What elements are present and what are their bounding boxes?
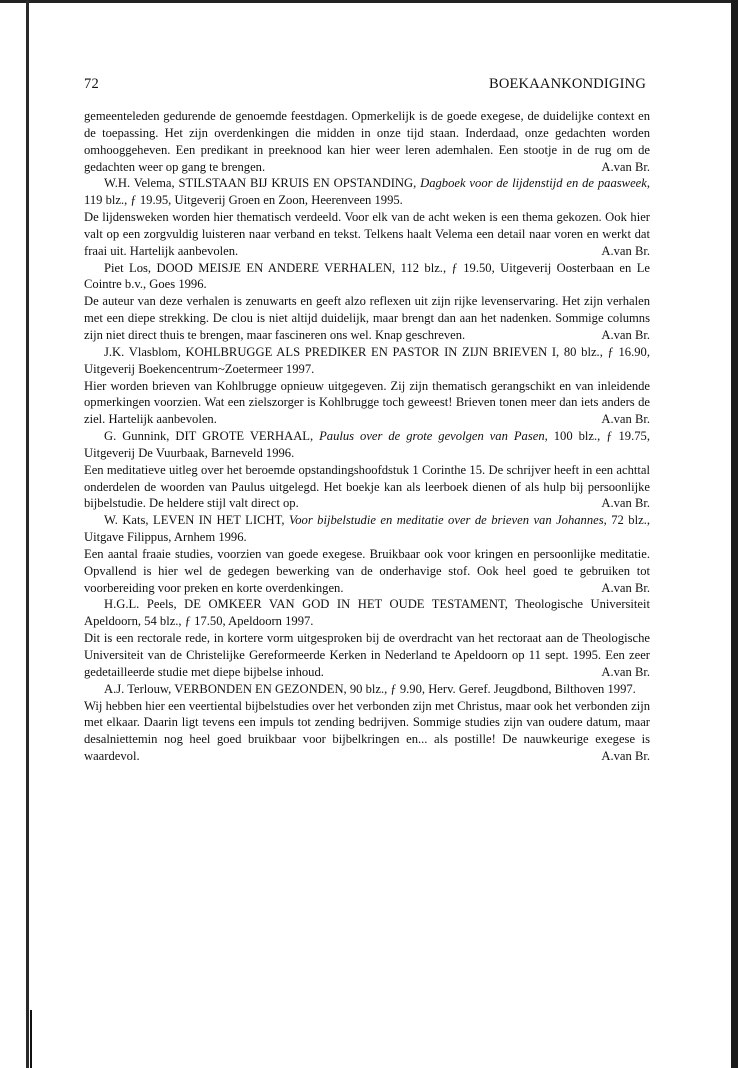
section-title: BOEKAANKONDIGING — [488, 76, 646, 92]
article-body — [84, 108, 650, 765]
reviewer-signature: A.van Br. — [601, 327, 650, 342]
book-entry: A.J. Terlouw, VERBONDEN EN GEZONDEN, 90 blz., ƒ 9.90, Herv. Geref. Jeugdbond, Bilthoven 1997. — [104, 681, 636, 696]
review-text: De lijdensweken worden hier thematisch verdeeld. Voor elk van de acht weken is een thema gekozen. Ook hier valt op een zorgvuldig luisteren naar verband en tekst. Telkens haalt Velema een detail naar voren en werkt dat fraai uit. Hartelijk aanbevolen. A.van Br. — [84, 210, 650, 258]
reviewer-signature: A.van Br. — [601, 412, 650, 427]
running-header — [84, 76, 650, 94]
book-entry: H.G.L. Peels, DE OMKEER VAN GOD IN HET OUDE TESTAMENT, Theologische Universiteit Apeldoorn, 54 blz., ƒ 17.50, Apeldoorn 1997. — [84, 597, 650, 629]
book-entry: W. Kats, LEVEN IN HET LICHT, Voor bijbelstudie en meditatie over de brieven van Johannes, 72 blz., Uitgave Filippus, Arnhem 1996. — [84, 513, 650, 545]
review-text: Hier worden brieven van Kohlbrugge opnieuw uitgegeven. Zij zijn thematisch gerangschikt en van inleidende opmerkingen voorzien. Wat een zielszorger is Kohlbrugge toch geweest! Brieven tonen meer dan iets anders de ziel. Hartelijk aanbevolen. A.van Br. — [84, 378, 650, 427]
review-text: Een aantal fraaie studies, voorzien van goede exegese. Bruikbaar ook voor kringen en persoonlijke meditatie. Opvallend is hier wel de gedegen bewerking van de onderhavige stof. Ook heel goed te gebruiken tot voorbereiding voor preken en korte overdenkingen. A.van Br. — [84, 546, 650, 595]
book-subtitle: Paulus over de grote gevolgen van Pasen — [319, 429, 545, 444]
book-subtitle: Voor bijbelstudie en meditatie over de brieven van Johannes — [288, 513, 604, 528]
reviewer-signature: A.van Br. — [601, 749, 650, 764]
scan-edge-left — [26, 0, 29, 1068]
review-text: Wij hebben hier een veertiental bijbelstudies over het verbonden zijn met Christus, maar ook het verbonden zijn met elkaar. Daarin ligt tevens een impuls tot zending bedrijven. Sommige studies zijn van oudere datum, maar desalniettemin nog heel goed bruikbaar voor bijbelkringen en... als postille! De nauwkeurige exegese is waardevol. A.van Br. — [84, 698, 650, 764]
review-text: Een meditatieve uitleg over het beroemde opstandingshoofdstuk 1 Corinthe 15. De schrijver heeft in een achttal onderdelen de woorden van Paulus uitgelegd. Het boekje kan als leerboek dienen of als hulp bij persoonlijke bijbelstudie. De heldere stijl valt direct op. A.van Br. — [84, 462, 650, 511]
book-subtitle: Dagboek voor de lijdenstijd en de paasweek — [420, 176, 647, 191]
scan-edge-top — [0, 0, 738, 3]
reviewer-signature: A.van Br. — [601, 243, 650, 258]
reviewer-signature: A.van Br. — [601, 664, 650, 679]
reviewer-signature: A.van Br. — [601, 496, 650, 511]
review-text: Dit is een rectorale rede, in kortere vorm uitgesproken bij de overdracht van het rectoraat aan de Theologische Universiteit van de Christelijke Gereformeerde Kerken in Nederland te Apeldoorn op 11 sept. 1995. Een zeer gedetailleerde studie met diepe bijbelse inhoud. A.van Br. — [84, 631, 650, 679]
book-entry: G. Gunnink, DIT GROTE VERHAAL, Paulus over de grote gevolgen van Pasen, 100 blz., ƒ 19.75, Uitgeverij De Vuurbaak, Barneveld 1996. — [84, 429, 650, 460]
review-text: De auteur van deze verhalen is zenuwarts en geeft alzo reflexen uit zijn rijke levenservaring. Het zijn verhalen met een diepe strekking. De clou is niet altijd duidelijk, maar brengt dan aan het nadenken. Sommige columns zijn niet direct thuis te brengen, maar fascineren ons wel. Knap geschreven. A.van Br. — [84, 294, 650, 342]
book-entry: W.H. Velema, STILSTAAN BIJ KRUIS EN OPSTANDING, Dagboek voor de lijdenstijd en de paasweek, 119 blz., ƒ 19.95, Uitgeverij Groen en Zoon, Heerenveen 1995. — [84, 176, 651, 208]
scan-edge-right — [731, 0, 738, 1068]
reviewer-signature: A.van Br. — [601, 159, 650, 174]
scan-edge-left-lower — [30, 1010, 32, 1068]
page-number: 72 — [84, 76, 99, 92]
reviewer-signature: A.van Br. — [601, 580, 650, 595]
book-entry: J.K. Vlasblom, KOHLBRUGGE ALS PREDIKER EN PASTOR IN ZIJN BRIEVEN I, 80 blz., ƒ 16.90, Uitgeverij Boekencentrum~Zoetermeer 1997. — [84, 344, 650, 376]
review-text: gemeenteleden gedurende de genoemde feestdagen. Opmerkelijk is de goede exegese, de duidelijke context en de toepassing. Het zijn overdenkingen die midden in onze tijd staan. Inderdaad, onze gedachten worden omhooggeheven. Een predikant in preeknood kan hier weer leren ademhalen. Een stootje in de rug om de gedachten weer op gang te brengen. A.van Br. — [84, 109, 650, 174]
book-entry: Piet Los, DOOD MEISJE EN ANDERE VERHALEN, 112 blz., ƒ 19.50, Uitgeverij Oosterbaan en Le Cointre b.v., Goes 1996. — [84, 260, 650, 292]
